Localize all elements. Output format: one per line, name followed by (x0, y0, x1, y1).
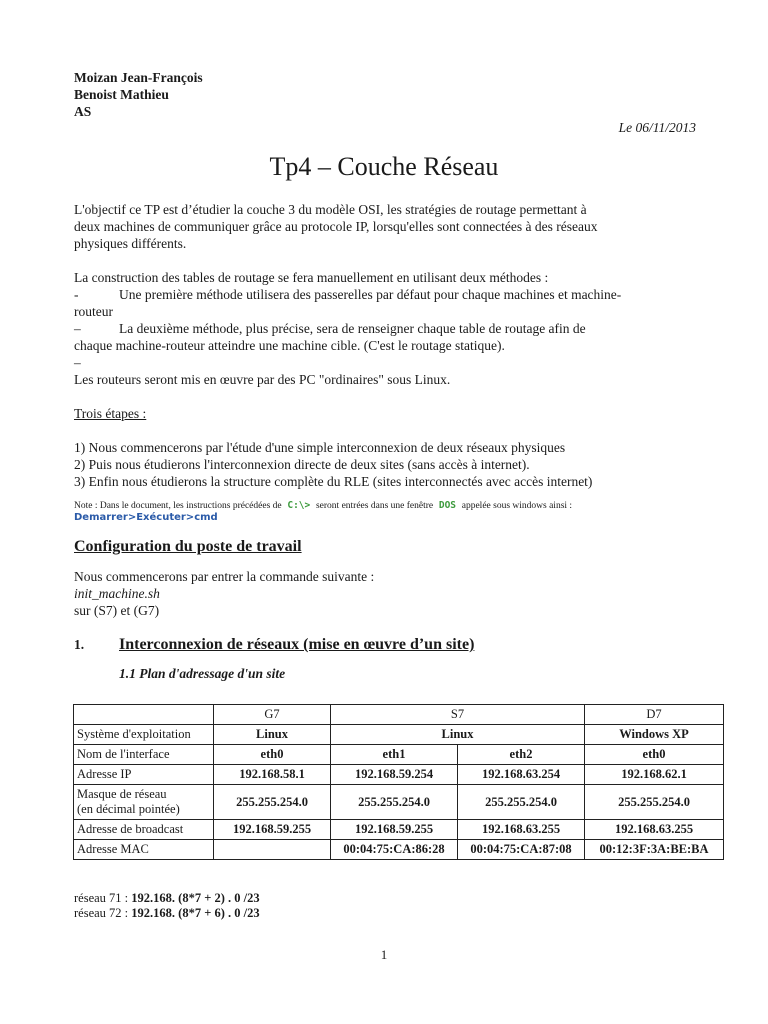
table-cell: 192.168.62.1 (585, 765, 724, 785)
page-number: 1 (380, 947, 388, 962)
author-name: Moizan Jean-François (74, 70, 203, 85)
routers-text: Les routeurs seront mis en œuvre par des PC "ordinaires" sous Linux. (74, 372, 451, 387)
table-cell: 00:04:75:CA:86:28 (331, 840, 458, 860)
section-title: Interconnexion de réseaux (mise en œuvre d’un site) (119, 636, 475, 653)
network-value: 192.168. (8*7 + 2) . 0 /23 (131, 891, 260, 905)
config-text: Nous commencerons par entrer la commande suivante : (74, 569, 375, 584)
table-header-cell: S7 (331, 705, 585, 725)
table-cell: 255.255.254.0 (214, 785, 331, 820)
note-block (74, 500, 714, 524)
bullet-2-continued: chaque machine-routeur atteindre une machine cible. (C'est le routage statique). (74, 338, 505, 353)
network-label: réseau 71 : (74, 891, 132, 905)
subsection-heading: 1.1 Plan d'adressage d'un site (119, 666, 286, 681)
network-line (74, 891, 260, 906)
table-row (74, 745, 724, 765)
command-text: init_machine.sh (74, 586, 160, 601)
page-title: Tp4 – Couche Réseau (269, 152, 499, 181)
row-label (74, 785, 214, 820)
command-path: Demarrer>Exécuter>cmd (74, 512, 218, 523)
table-cell: eth0 (585, 745, 724, 765)
row-label: Système d'exploitation (74, 725, 214, 745)
config-block (74, 568, 704, 619)
table-header-cell: D7 (585, 705, 724, 725)
bullet-3-dash: – (74, 355, 81, 370)
section-number: 1. (74, 637, 85, 652)
objective-line: deux machines de communiquer grâce au protocole IP, lorsqu'elles sont connectées à des réseaux (74, 219, 598, 234)
table-cell: 192.168.59.255 (214, 820, 331, 840)
network-label: réseau 72 : (74, 906, 132, 920)
steps-heading: Trois étapes : (74, 406, 147, 421)
table-row (74, 840, 724, 860)
row-label-line: Masque de réseau (77, 787, 167, 801)
table-cell: eth0 (214, 745, 331, 765)
intro-block (74, 201, 704, 490)
row-label: Adresse IP (74, 765, 214, 785)
table-cell: 192.168.63.255 (458, 820, 585, 840)
table-cell: 255.255.254.0 (331, 785, 458, 820)
bullet-1-continued: routeur (74, 304, 113, 319)
step-item: 1) Nous commencerons par l'étude d'une simple interconnexion de deux réseaux physiques (74, 440, 566, 455)
network-line (74, 906, 260, 921)
table-cell: Linux (214, 725, 331, 745)
section-heading (74, 636, 474, 654)
table-row (74, 785, 724, 820)
row-label: Nom de l'interface (74, 745, 214, 765)
table-cell (214, 840, 331, 860)
table-cell: 00:04:75:CA:87:08 (458, 840, 585, 860)
table-cell: 255.255.254.0 (585, 785, 724, 820)
row-label-line: (en décimal pointée) (77, 802, 180, 816)
construction-text: La construction des tables de routage se fera manuellement en utilisant deux méthodes : (74, 270, 549, 285)
table-cell: eth2 (458, 745, 585, 765)
table-cell: 192.168.58.1 (214, 765, 331, 785)
table-cell: eth1 (331, 745, 458, 765)
addressing-table (73, 704, 724, 860)
table-cell (74, 705, 214, 725)
prompt-text: C:\> (287, 500, 311, 511)
table-cell: 192.168.63.255 (585, 820, 724, 840)
table-row (74, 705, 724, 725)
network-value: 192.168. (8*7 + 6) . 0 /23 (131, 906, 260, 920)
row-label: Adresse MAC (74, 840, 214, 860)
table-cell: 255.255.254.0 (458, 785, 585, 820)
step-item: 3) Enfin nous étudierons la structure complète du RLE (sites interconnectés avec accès internet) (74, 474, 593, 489)
dos-text: DOS (438, 500, 457, 511)
author-block (74, 69, 203, 120)
objective-line: physiques différents. (74, 236, 187, 251)
document-date: Le 06/11/2013 (618, 120, 696, 135)
network-list (74, 891, 260, 921)
table-cell: Linux (331, 725, 585, 745)
group-label: AS (74, 104, 92, 119)
bullet-text: Une première méthode utilisera des passerelles par défaut pour chaque machines et machine- (119, 287, 622, 302)
bullet-text: La deuxième méthode, plus précise, sera de renseigner chaque table de routage afin de (119, 321, 586, 336)
table-cell: Windows XP (585, 725, 724, 745)
row-label: Adresse de broadcast (74, 820, 214, 840)
table-row (74, 725, 724, 745)
bullet-2 (74, 320, 704, 337)
author-name: Benoist Mathieu (74, 87, 169, 102)
bullet-1 (74, 286, 704, 303)
objective-line: L'objectif ce TP est d’étudier la couche 3 du modèle OSI, les stratégies de routage permettant à (74, 202, 587, 217)
table-cell: 192.168.59.254 (331, 765, 458, 785)
table-cell: 192.168.59.255 (331, 820, 458, 840)
note-text: appelée sous windows ainsi : (461, 501, 573, 511)
table-cell: 00:12:3F:3A:BE:BA (585, 840, 724, 860)
config-text: sur (S7) et (G7) (74, 603, 160, 618)
table-row (74, 820, 724, 840)
note-text: seront entrées dans une fenêtre (315, 501, 434, 511)
table-cell: 192.168.63.254 (458, 765, 585, 785)
step-item: 2) Puis nous étudierons l'interconnexion directe de deux sites (sans accès à internet). (74, 457, 530, 472)
table-header-cell: G7 (214, 705, 331, 725)
table-row (74, 765, 724, 785)
bullet-dash: – (74, 321, 81, 336)
bullet-dash: - (74, 287, 79, 302)
note-text: Note : Dans le document, les instructions précédées de (74, 501, 282, 511)
config-heading: Configuration du poste de travail (74, 538, 302, 555)
